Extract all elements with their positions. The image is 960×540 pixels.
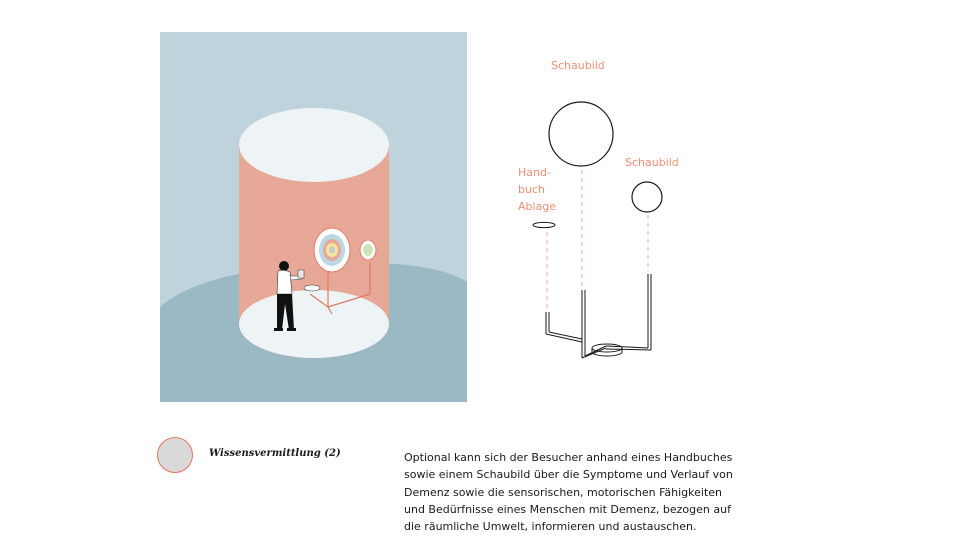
description-text: [404, 449, 734, 535]
description-line: und Bedürfnisse eines Menschen mit Demenz, bezogen auf: [404, 502, 731, 516]
cylinder-ceiling: [239, 108, 389, 182]
label-handbuch-ablage: [518, 164, 556, 215]
label-handbuch-line-1: Hand-: [518, 166, 551, 179]
label-schaubild-top: Schaubild: [551, 59, 605, 72]
exhibit-schematic: [500, 50, 700, 380]
label-handbuch-line-3: Ablage: [518, 200, 557, 213]
description-line: sowie einem Schaubild über die Symptome und Verlauf von: [404, 468, 733, 482]
exhibit-illustration: [160, 32, 467, 402]
handbuch-ablage-tray: [533, 222, 555, 227]
schaubild-small-circle: [632, 182, 662, 212]
small-chart-disc: [360, 240, 376, 260]
display-stand: [546, 274, 651, 358]
exhibit-scene: [160, 32, 467, 402]
legend-label: Wissensvermittlung (2): [209, 448, 341, 459]
label-handbuch-line-2: buch: [518, 183, 545, 196]
schaubild-large-circle: [549, 102, 613, 166]
description-line: Optional kann sich der Besucher anhand eines Handbuches: [404, 451, 733, 464]
cylinder-floor: [239, 290, 389, 358]
description-line: die räumliche Umwelt, informieren und austauschen.: [404, 520, 697, 534]
label-schaubild-right: Schaubild: [625, 156, 679, 169]
legend-swatch: [157, 437, 193, 473]
description-line: Demenz sowie die sensorischen, motorischen Fähigkeiten: [404, 485, 723, 499]
handbook-tray: [304, 285, 320, 291]
large-chart-disc: [314, 228, 350, 272]
